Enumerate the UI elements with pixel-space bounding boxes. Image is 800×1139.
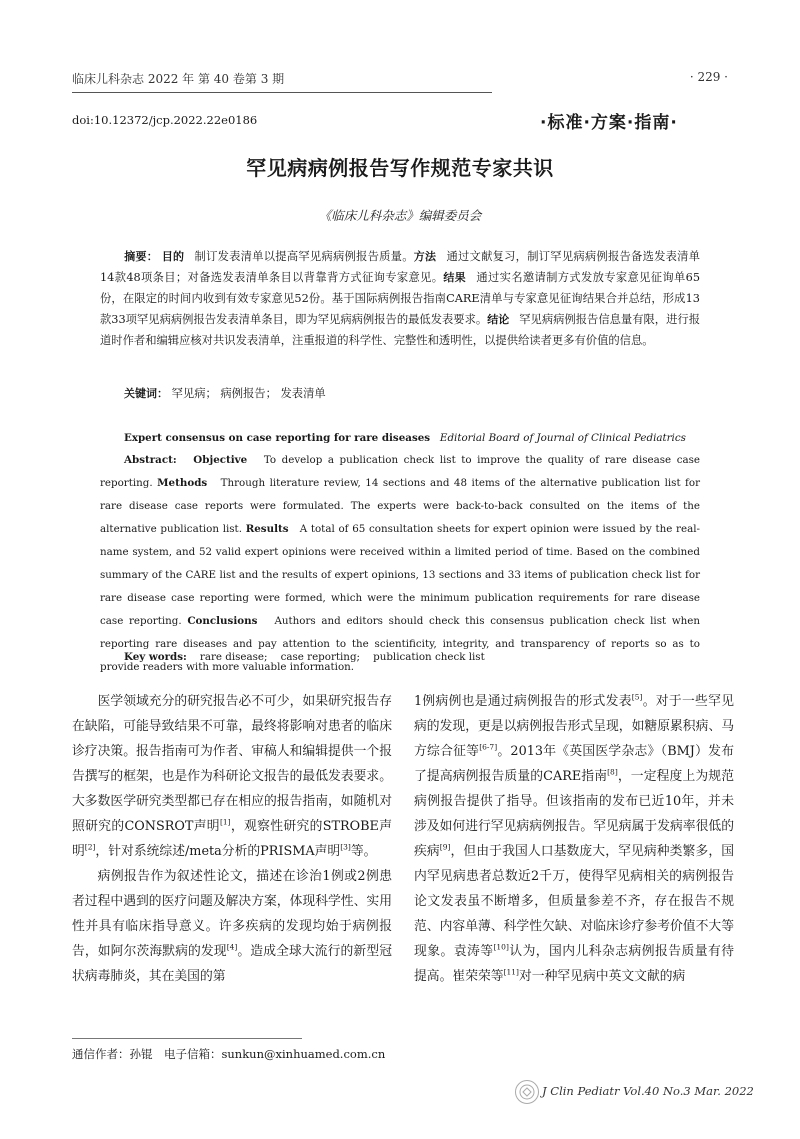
body-text: 认为，国内儿科杂志病例报告质量有待提高。崔荣荣等 [414,944,735,984]
body-text: ，观察性研究的STROBE声明 [72,819,392,859]
body-paragraph [72,864,392,989]
footnote: 通信作者：孙锟 电子信箱：sunkun@xinhuamed.com.cn [72,1047,386,1061]
en-objective-text: To develop a publication check list to improve the quality of rare disease case reporting. [100,454,700,489]
methods-label: 方法 [413,250,437,263]
en-keyword: publication check list [373,651,485,663]
en-keyword: case reporting; [280,651,361,663]
body-column-right [414,689,734,989]
en-author: Editorial Board of Journal of Clinical Pediatrics [439,432,686,444]
article-author: 《临床儿科杂志》编辑委员会 [318,208,482,223]
body-text: 1例病例也是通过病例报告的形式发表 [414,694,632,709]
article-title: 罕见病病例报告写作规范专家共识 [246,156,554,180]
en-conclusions-text: Authors and editors should check this consensus publication check list when reporting rare diseases and pay attention to the scientificity, integrity, and transparency of reports so as to provide readers with more valuable information. [100,615,700,673]
en-objective-label: Objective [193,454,248,466]
keyword: 病例报告； [220,387,277,400]
abstract-en-heading [100,427,700,450]
citation: [3] [340,842,351,852]
footer-journal: J Clin Pediatr Vol.40 No.3 Mar. 2022 [542,1084,754,1098]
body-text: 对一种罕见病中英文文献的病 [518,969,686,984]
results-label: 结果 [443,271,467,284]
keywords-en [100,646,700,669]
body-text: 。造成全球大流行的新型冠状病毒肺炎，其在美国的第 [72,944,392,984]
en-title: Expert consensus on case reporting for rare diseases [124,432,431,444]
keywords-label: 关键词： [124,387,168,400]
body-text: 。2013年《英国医学杂志》（BMJ）发布了提高病例报告质量的CARE指南 [414,744,734,784]
journal-emblem-icon [515,1080,539,1104]
footnote-rule [72,1038,302,1039]
objective-text: 制订发表清单以提高罕见病病例报告质量。 [194,250,414,263]
citation: [8] [607,767,618,777]
body-text: 病例报告作为叙述性论文，描述在诊治1例或2例患者过程中遇到的医疗问题及解决方案，体现科学性、实用性并具有临床指导意义。许多疾病的发现均始于病例报告，如阿尔茨海默病的发现 [72,869,392,959]
citation: [11] [503,967,519,977]
results-text: 通过实名邀请制方式发放专家意见征询单65份，在限定的时间内收到有效专家意见52份。基于国际病例报告指南CARE清单与专家意见征询结果合并总结，形成13款33项罕见病病例报告发表清单条目，即为罕见病病例报告的最低发表要求。 [100,271,701,326]
en-conclusions-label: Conclusions [187,615,258,627]
running-header-journal: 临床儿科杂志 2022 年 第 40 卷第 3 期 [72,72,285,86]
citation: [6-7] [479,742,498,752]
keyword: 罕见病； [171,387,217,400]
conclusion-text: 罕见病病例报告信息量有限，进行报道时作者和编辑应核对共识发表清单，注重报道的科学性、完整性和透明性，以提供给读者更多有价值的信息。 [100,313,701,347]
objective-label: 目的 [161,250,185,263]
citation: [4] [226,942,238,952]
body-paragraph [72,689,392,864]
citation: [2] [84,842,96,852]
citation: [5] [631,692,643,702]
body-text: ，但由于我国人口基数庞大，罕见病种类繁多，国内罕见病患者总数近2千万，使得罕见病相关的病例报告论文发表虽不断增多，但质量参差不齐，存在报告不规范、内容单薄、科学性欠缺、对临床诊疗参考价值不大等现象。袁涛等 [414,844,734,959]
en-results-text: A total of 65 consultation sheets for expert opinion were issued by the real-name system, and 52 valid expert opinions were received within a limited period of time. Based on the combined summary of the CARE list and the results of expert opinions, 13 sections and 33 items of publication check list for rare disease case reporting were formed, which were the minimum publication requirements for rare disease case reporting. [100,523,700,627]
en-abstract-label: Abstract: [124,454,177,466]
abstract-label: 摘要： [124,250,158,263]
keyword: 发表清单 [280,387,326,400]
page-number: · 229 · [689,70,728,84]
methods-text: 通过文献复习，制订罕见病病例报告备选发表清单14款48项条目；对备选发表清单条目以背靠背方式征询专家意见。 [100,250,701,284]
en-methods-label: Methods [157,477,208,489]
body-text: 医学领域充分的研究报告必不可少，如果研究报告存在缺陷，可能导致结果不可靠，最终将影响对患者的临床诊疗决策。报告指南可为作者、审稿人和编辑提供一个报告撰写的框架，也是作为科研论文报告的最低发表要求。大多数医学研究类型都已存在相应的报告指南，如随机对照研究的CONSROT声明 [72,694,392,834]
en-keyword: rare disease; [199,651,268,663]
body-column-left [72,689,392,989]
citation: [1] [219,817,231,827]
body-text: 等。 [350,844,377,859]
en-methods-text: Through literature review, 14 sections and 48 items of the alternative publication list for rare disease case reports were formulated. The experts were back-to-back consulted on the items of the alternative publication list. [100,477,700,535]
citation: [9] [439,842,451,852]
body-text: ，针对系统综述/meta分析的PRISMA声明 [95,844,341,859]
header-rule [72,92,492,93]
abstract-cn [100,246,700,351]
body-paragraph [414,689,734,989]
body-text: 。对于一些罕见病的发现，更是以病例报告形式呈现，如糖原累积病、马方综合征等 [414,694,734,759]
en-results-label: Results [245,523,289,535]
body-text: ，一定程度上为规范病例报告提供了指导。但该指南的发布已近10年，并未涉及如何进行罕见病病例报告。罕见病属于发病率很低的疾病 [414,769,734,859]
abstract-en [100,449,700,679]
conclusion-label: 结论 [487,313,510,326]
keywords-cn [100,383,700,404]
doi: doi:10.12372/jcp.2022.22e0186 [72,113,258,127]
column-tag: ·标准·方案·指南· [540,113,678,133]
citation: [10] [493,942,509,952]
en-keywords-label: Key words: [124,651,187,663]
